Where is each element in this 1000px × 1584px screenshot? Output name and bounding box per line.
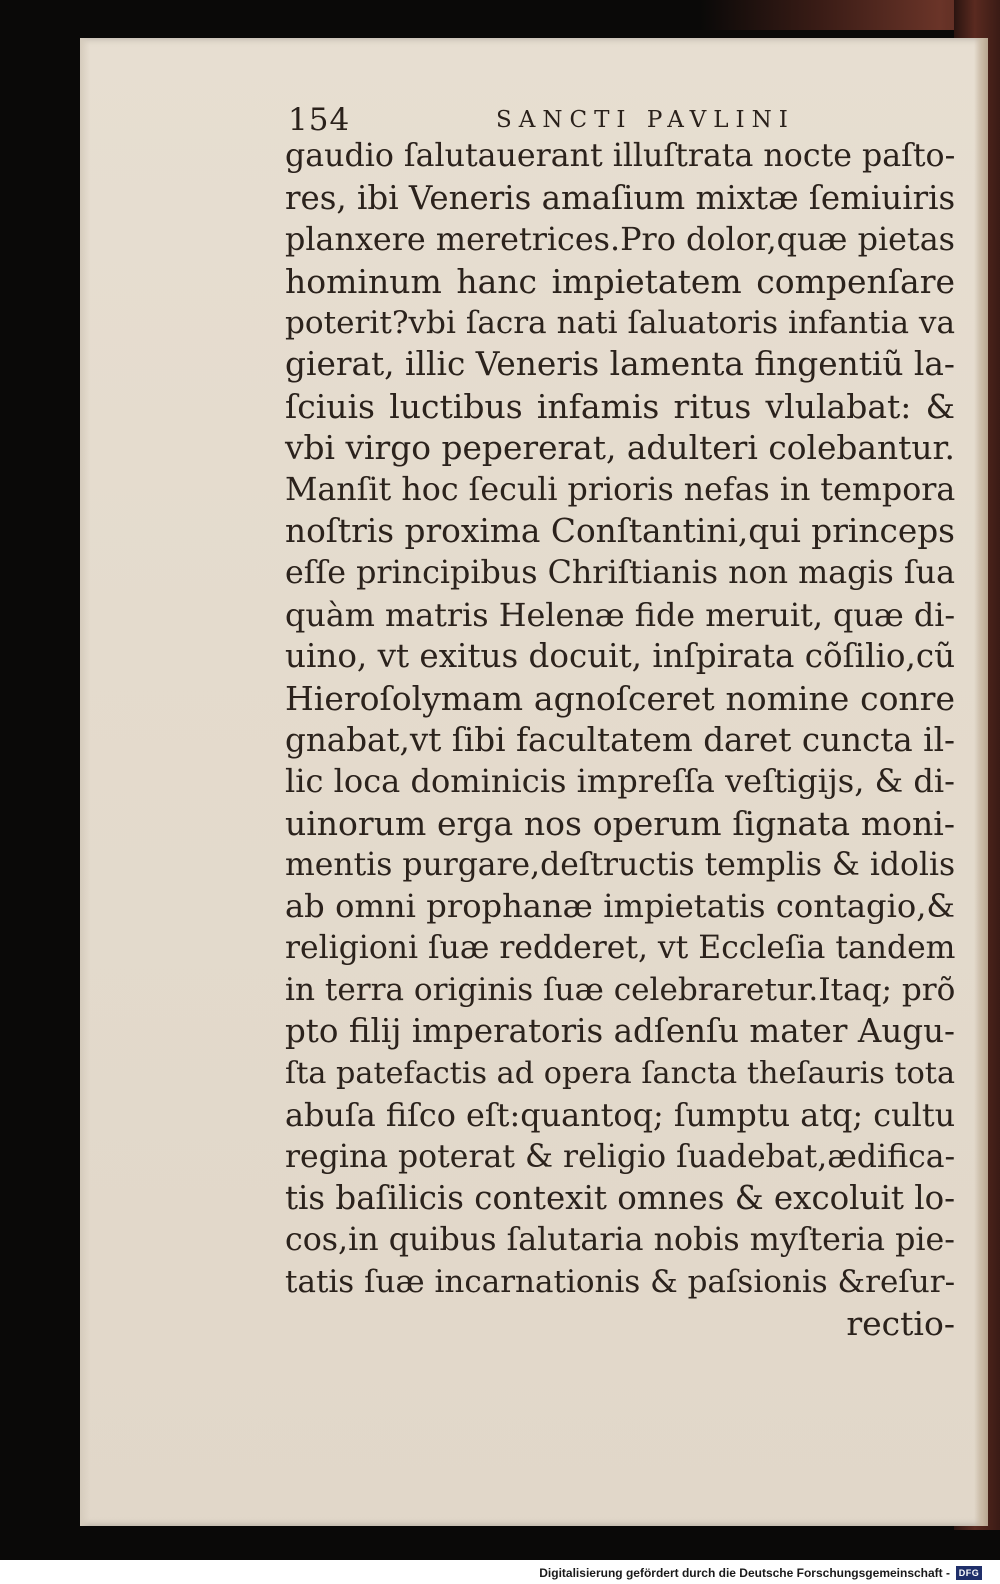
page-number: 154 — [288, 102, 351, 138]
text-line: gnabat,vt ſibi facultatem daret cuncta il- — [285, 720, 955, 759]
text-line: vbi virgo pepererat, adulteri colebantur. — [285, 428, 955, 467]
page-fore-edge — [974, 38, 988, 1526]
text-line: eſſe principibus Chriſtianis non magis ſua — [285, 554, 955, 591]
text-line: lic loca dominicis impreſſa veſtigijs, & di- — [285, 762, 955, 801]
text-line: noſtris proxima Conſtantini,qui princeps — [285, 512, 955, 551]
body-text — [285, 136, 955, 1345]
text-line: uino, vt exitus docuit, inſpirata cõſilio,cũ — [285, 637, 956, 676]
dfg-logo-icon: DFG — [956, 1566, 982, 1580]
text-line: gierat, illic Veneris lamenta fingentiũ la- — [285, 345, 955, 384]
text-line: in terra originis ſuæ celebraretur.Itaq; prõ — [285, 971, 956, 1008]
text-line: hominum hanc impietatem compenſare — [285, 262, 955, 302]
text-line: res, ibi Veneris amaſium mixtæ ſemiuiris — [285, 178, 956, 217]
footer-bar — [0, 1560, 1000, 1584]
text-line: abuſa fiſco eſt:quantoq; ſumptu atq; cultu — [285, 1095, 956, 1134]
text-line: religioni ſuæ redderet, vt Eccleſia tandem — [285, 930, 956, 967]
text-line: Hieroſolymam agnoſceret nomine conre — [285, 678, 955, 718]
text-line: ſta patefactis ad opera ſancta theſauris tota — [285, 1056, 955, 1092]
running-title: SANCTI PAVLINI — [496, 107, 795, 133]
text-line: pto filij imperatoris adſenſu mater Augu- — [285, 1012, 955, 1051]
text-line: tis baſilicis contexit omnes & excoluit lo- — [285, 1179, 956, 1218]
text-line: uinorum erga nos operum ſignata moni- — [285, 804, 955, 843]
text-line: planxere meretrices.Pro dolor,quæ pietas — [285, 220, 955, 259]
text-line: poterit?vbi ſacra nati ſaluatoris infantia va — [285, 304, 955, 341]
text-line: quàm matris Helenæ fide meruit, quæ di- — [285, 595, 956, 634]
page-gutter-shadow — [80, 38, 90, 1526]
text-line: tatis ſuæ incarnationis & paſsionis &reſur- — [285, 1263, 956, 1300]
text-line: mentis purgare,deſtructis templis & idolis — [285, 846, 956, 883]
funding-credit: Digitalisierung gefördert durch die Deutsche Forschungsgemeinschaft - — [539, 1566, 950, 1580]
catchword: rectio- — [846, 1304, 955, 1344]
book-page — [80, 38, 988, 1526]
text-line: ſciuis luctibus infamis ritus vlulabat: & — [285, 387, 955, 427]
text-line: regina poterat & religio ſuadebat,ædifica- — [285, 1138, 956, 1175]
text-line: cos,in quibus ſalutaria nobis myſteria pie- — [285, 1221, 955, 1258]
text-line: Manſit hoc ſeculi prioris nefas in tempora — [285, 471, 956, 508]
text-line: ab omni prophanæ impietatis contagio,& — [285, 887, 955, 926]
text-line: gaudio ſalutauerant illuſtrata nocte paſto- — [285, 138, 956, 174]
